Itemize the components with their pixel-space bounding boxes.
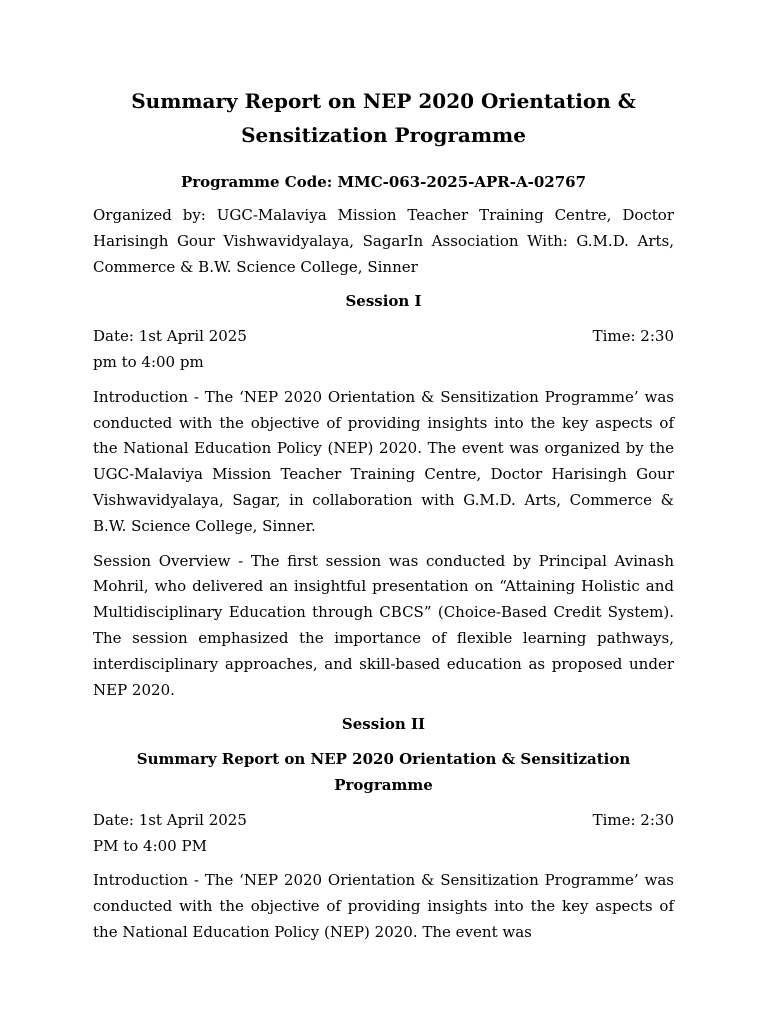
- title-line-2: Sensitization Programme: [241, 123, 526, 147]
- session-1-heading: Session I: [345, 292, 422, 311]
- document-content: [93, 84, 674, 946]
- session-1-time-start: Time: 2:30: [592, 327, 674, 346]
- session-2-date-time: [93, 808, 674, 860]
- programme-code: Programme Code: MMC-063-2025-APR-A-02767: [180, 173, 587, 191]
- session-1-date-time: [93, 324, 674, 376]
- session-1-time-end: pm to 4:00 pm: [93, 352, 204, 371]
- session-2-date: Date: 1st April 2025: [93, 810, 247, 829]
- title-line-1: Summary Report on NEP 2020 Orientation &: [131, 89, 636, 113]
- session-2-introduction: Introduction - The ‘NEP 2020 Orientation & Sensitization Programme’ was conducted with the objective of providing insights into the key aspects of the National Education Policy (NEP) 2020. The event was: [93, 871, 674, 941]
- session-2-subtitle-line-1: Summary Report on NEP 2020 Orientation & Sensitization: [136, 750, 631, 769]
- session-1-introduction: Introduction - The ‘NEP 2020 Orientation & Sensitization Programme’ was conducted with the objective of providing insights into the key aspects of the National Education Policy (NEP) 2020. The event was organized by the UGC-Malaviya Mission Teacher Training Centre, Doctor Harisingh Gour Vishwavidyalaya, Sagar, in collaboration with G.M.D. Arts, Commerce & B.W. Science College, Sinner.: [93, 387, 674, 535]
- session-2-subtitle: [93, 747, 674, 799]
- session-1-date: Date: 1st April 2025: [93, 327, 247, 346]
- organized-by-paragraph: Organized by: UGC-Malaviya Mission Teacher Training Centre, Doctor Harisingh Gour Vishwavidyalaya, SagarIn Association With: G.M.D. Arts, Commerce & B.W. Science College, Sinner: [93, 206, 674, 276]
- session-2-subtitle-line-2: Programme: [334, 775, 433, 794]
- session-1-overview: Session Overview - The first session was conducted by Principal Avinash Mohril, who delivered an insightful presentation on “Attaining Holistic and Multidisciplinary Education through CBCS” (Choice-Based Credit System). The session emphasized the importance of flexible learning pathways, interdisciplinary approaches, and skill-based education as proposed under NEP 2020.: [93, 551, 674, 699]
- session-2-time-start: Time: 2:30: [592, 810, 674, 829]
- document-title: [93, 84, 674, 152]
- session-2-heading: Session II: [341, 715, 426, 734]
- session-2-time-end: PM to 4:00 PM: [93, 836, 207, 855]
